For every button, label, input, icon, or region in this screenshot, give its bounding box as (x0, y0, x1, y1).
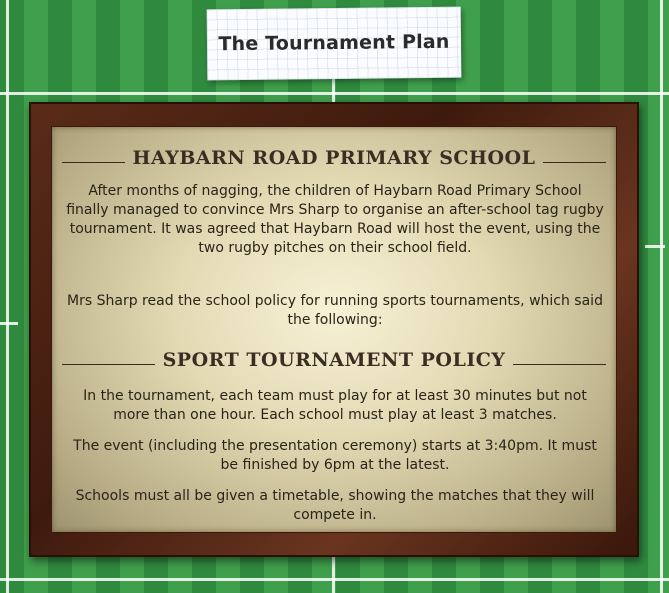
heading-rule-left (62, 162, 125, 163)
plaque-frame (29, 102, 639, 557)
field-line (660, 0, 663, 593)
policy-rule-duration: In the tournament, each team must play for at least 30 minutes but not more than one hour. Each school must play at least 3 matches. (83, 388, 587, 423)
policy-rule-timing: The event (including the presentation ceremony) starts at 3:40pm. It must be finished by 6pm at the latest. (73, 438, 597, 473)
policy-rule-timetable: Schools must all be given a timetable, showing the matches that they will compete in. (75, 488, 595, 523)
heading-rule-right (513, 364, 606, 365)
field-line (332, 555, 335, 593)
intro-paragraph: After months of nagging, the children of Haybarn Road Primary School finally managed to convince Mrs Sharp to organise an after-school tag rugby tournament. It was agreed that Haybarn Road will host the event, using the two rugby pitches on their school field. (66, 183, 604, 256)
title-card (207, 7, 462, 81)
heading-rule-right (543, 162, 606, 163)
policy-intro-paragraph: Mrs Sharp read the school policy for running sports tournaments, which said the following: (67, 293, 603, 328)
policy-heading-text: SPORT TOURNAMENT POLICY (162, 349, 506, 371)
heading-rule-left (62, 364, 155, 365)
page-title: The Tournament Plan (218, 30, 450, 56)
school-heading-text: HAYBARN ROAD PRIMARY SCHOOL (132, 147, 536, 169)
school-heading (62, 147, 606, 169)
field-line (645, 245, 665, 248)
field-line (6, 0, 9, 593)
field-line (0, 322, 18, 325)
policy-heading (62, 349, 606, 371)
plaque (51, 126, 617, 533)
